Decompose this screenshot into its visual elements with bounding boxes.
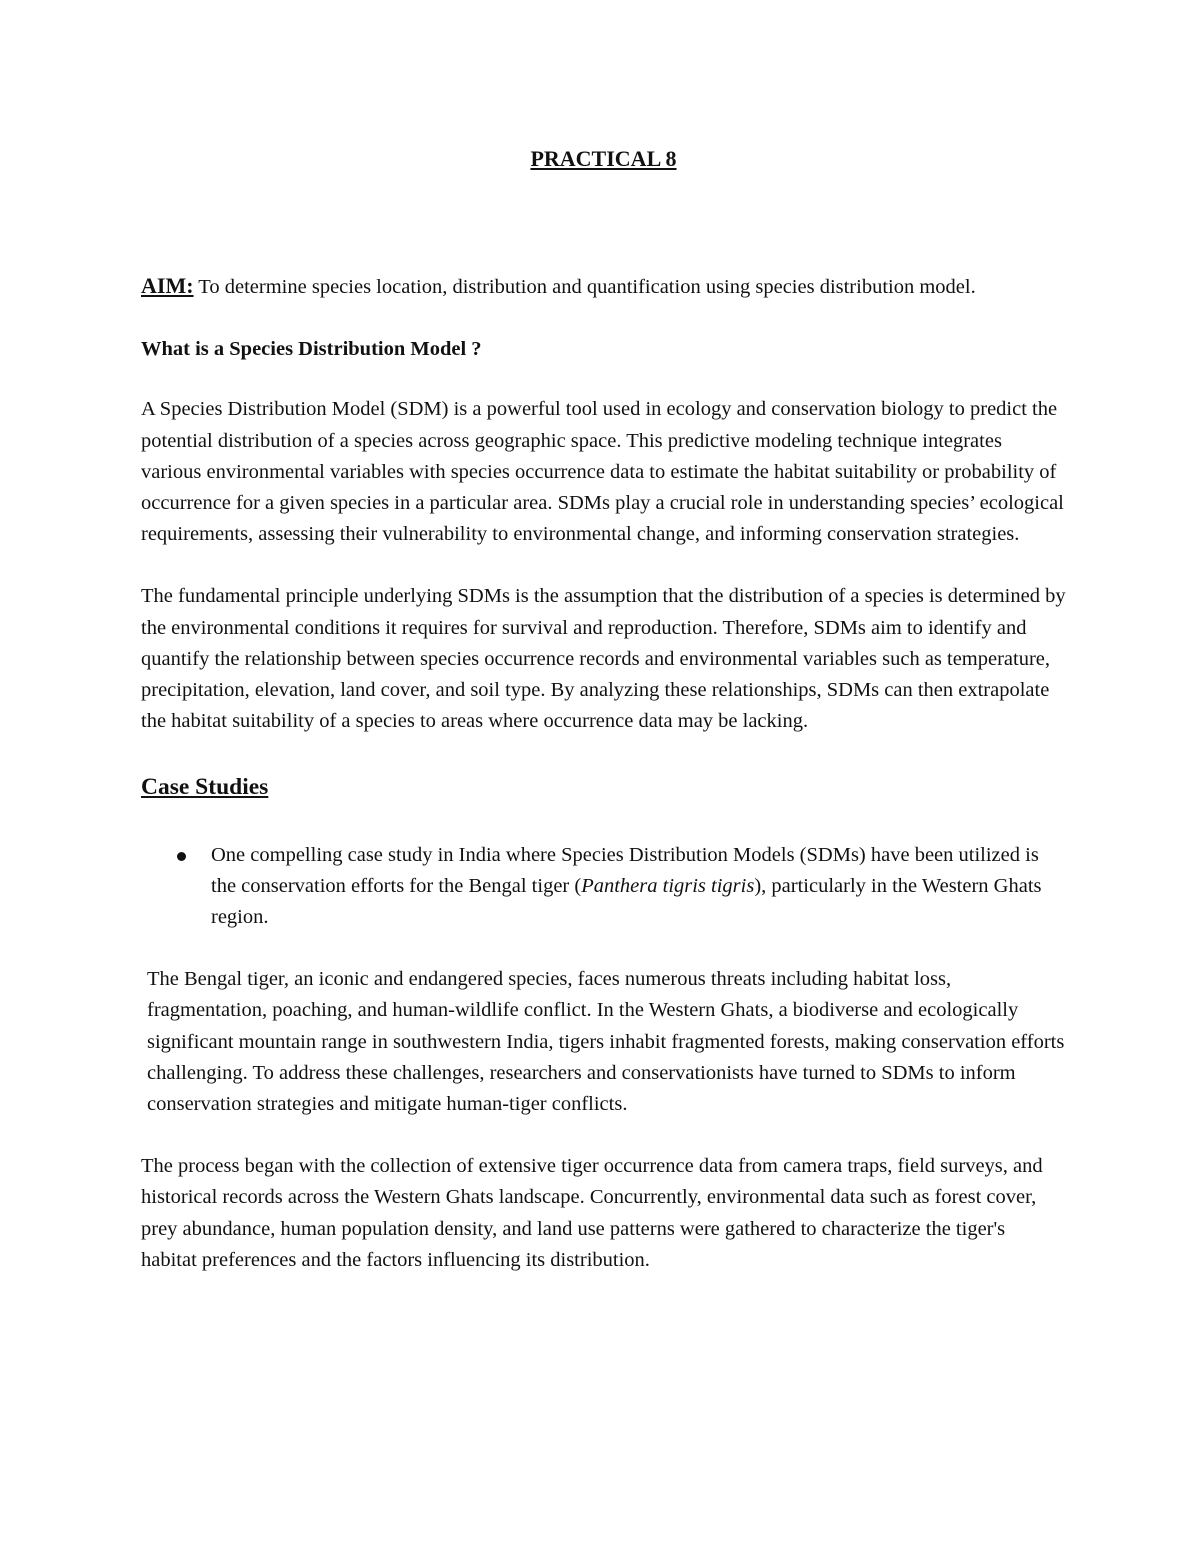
paragraph-sdm-definition: A Species Distribution Model (SDM) is a powerful tool used in ecology and conservation biology to predict the potential distribution of a species across geographic space. This predictive modeling technique integrates various environmental variables with species occurrence data to estimate the habitat suitability or probability of occurrence for a given species in a particular area. SDMs play a crucial role in understanding species’ ecological requirements, assessing their vulnerability to environmental change, and informing conservation strategies. [141, 398, 1064, 546]
paragraph-sdm-principle: The fundamental principle underlying SDMs is the assumption that the distribution of a species is determined by the environmental conditions it requires for survival and reproduction. Therefore, SDMs aim to identify and quantify the relationship between species occurrence records and environmental variables such as temperature, precipitation, elevation, land cover, and soil type. By analyzing these relationships, SDMs can then extrapolate the habitat suitability of a species to areas where occurrence data may be lacking. [141, 585, 1066, 733]
aim-text: To determine species location, distribution and quantification using species distribution model. [193, 276, 976, 298]
aim-paragraph [141, 270, 1066, 303]
page-title: PRACTICAL 8 [530, 146, 677, 171]
species-name-italic: Panthera tigris tigris [581, 874, 755, 897]
list-item [211, 840, 1066, 934]
paragraph-bengal-tiger: The Bengal tiger, an iconic and endangered species, faces numerous threats including habitat loss, fragmentation, poaching, and human-wildlife conflict. In the Western Ghats, a biodiverse and ecologically significant mountain range in southwestern India, tigers inhabit fragmented forests, making conservation efforts challenging. To address these challenges, researchers and conservationists have turned to SDMs to inform conservation strategies and mitigate human-tiger conflicts. [147, 968, 1065, 1116]
case-bullet-text-after: ), particularly in the Western Ghats region. [211, 874, 1042, 929]
case-studies-heading: Case Studies [141, 774, 269, 801]
case-study-list [141, 840, 1066, 934]
aim-label: AIM: [141, 273, 194, 298]
document-body [141, 140, 1066, 1307]
bullet-icon [177, 852, 186, 861]
section-heading-sdm: What is a Species Distribution Model ? [141, 338, 482, 361]
paragraph-process: The process began with the collection of extensive tiger occurrence data from camera traps, field surveys, and historical records across the Western Ghats landscape. Concurrently, environmental data such as forest cover, prey abundance, human population density, and land use patterns were gathered to characterize the tiger's habitat preferences and the factors influencing its distribution. [141, 1155, 1043, 1271]
case-bullet-text-before: One compelling case study in India where Species Distribution Models (SDMs) have been utilized is the conservation efforts for the Bengal tiger ( [211, 843, 1039, 897]
